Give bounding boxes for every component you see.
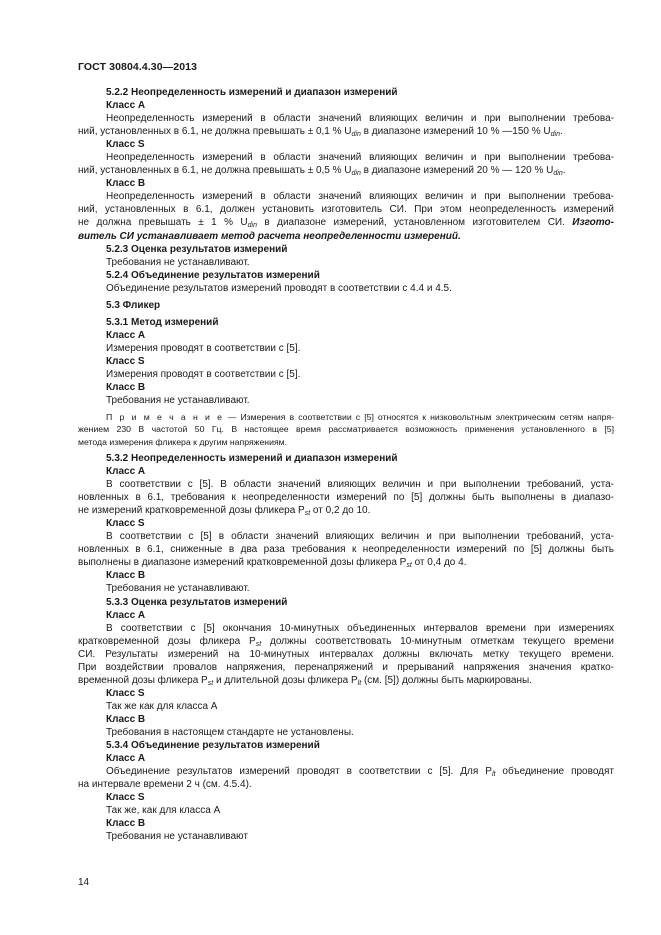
class-b-label: Класс В — [106, 382, 146, 394]
paragraph-line: на интервале времени 2 ч (см. 4.5.4). — [78, 779, 252, 791]
paragraph-line: витель СИ устанавливает метод расчета неопределенности измерений. — [78, 230, 461, 242]
paragraph: Требования не устанавливают — [106, 831, 248, 843]
paragraph-line: не измерений кратковременной дозы фликера $P_{st}$ от 0,2 до 10. — [78, 505, 371, 518]
section-heading-5-3-1: 5.3.1 Метод измерений — [106, 316, 219, 328]
section-heading-5-3-3: 5.3.3 Оценка результатов измерений — [106, 596, 288, 608]
paragraph: Требования в настоящем стандарте не установлены. — [106, 727, 354, 738]
paragraph-line: СИ. Результаты измерений на 10-минутных интервалах должны включать метку текущего времени. — [78, 648, 614, 660]
paragraph-line: ний, установленных в 6.1, не должна превышать ± 0,1 % $U_{din}$ в диапазоне измерений 10 % —150 % $U_{din}$. — [78, 126, 563, 139]
paragraph-line: Неопределенность измерений в области значений влияющих величин и при выполнении требова- — [106, 152, 614, 164]
section-heading-5-2-2: 5.2.2 Неопределенность измерений и диапазон измерений — [106, 87, 398, 98]
paragraph: Так же, как для класса А — [106, 805, 221, 817]
paragraph: Объединение результатов измерений проводят в соответствии с 4.4 и 4.5. — [106, 282, 452, 294]
section-heading-5-2-4: 5.2.4 Объединение результатов измерений — [106, 269, 320, 281]
class-s-label: Класс S — [106, 792, 145, 804]
paragraph-line: ний, установленных в 6.1, не должна превышать ± 0,5 % $U_{din}$ в диапазоне измерений 20 % — 120 % $U_{din}$. — [78, 165, 566, 178]
note-label: П р и м е ч а н и е — [106, 412, 224, 423]
paragraph-line: В соответствии с [5] в области значений влияющих величин и при выполнении требований, уста- — [106, 531, 614, 543]
page-number: 14 — [78, 877, 90, 888]
paragraph-line: Неопределенность измерений в области значений влияющих величин и при выполнении требова- — [106, 113, 614, 125]
paragraph-line: выполнены в диапазоне измерений кратковременной дозы фликера $P_{st}$ от 0,4 до 4. — [78, 557, 467, 570]
class-b-label: Класс В — [106, 570, 146, 582]
class-a-label: Класс А — [106, 329, 146, 341]
paragraph-line: кратковременной дозы фликера $P_{st}$ должны соответствовать 10-минутным отметкам текущего времени — [78, 635, 614, 648]
class-a-label: Класс А — [106, 100, 146, 112]
document-body — [78, 86, 614, 843]
section-heading-5-2-3: 5.2.3 Оценка результатов измерений — [106, 243, 288, 255]
paragraph-line: временной дозы фликера $P_{st}$ и длительной дозы фликера $P_{lt}$ (см. [5]) должны быть маркированы. — [78, 674, 532, 687]
note-line: П р и м е ч а н и е — Измерения в соответствии с [5] относятся к низковольтным электрическим сетям напря- — [106, 412, 614, 423]
class-s-label: Класс S — [106, 518, 145, 530]
paragraph: Измерения проводят в соответствии с [5]. — [106, 342, 301, 354]
paragraph-line: новленных в 6.1, сниженные в два раза требования к неопределенности измерений по [5] должны быть — [78, 544, 614, 556]
paragraph-line: не должна превышать ± 1 % $U_{din}$ в диапазоне измерений, установленном изготовителем СИ. Изгото- — [78, 217, 614, 230]
paragraph-line: Объединение результатов измерений проводят в соответствии с [5]. Для $P_{lt}$ объединение проводят — [106, 766, 614, 779]
document-header: ГОСТ 30804.4.30—2013 — [78, 61, 198, 73]
section-heading-5-3-2: 5.3.2 Неопределенность измерений и диапазон измерений — [106, 453, 398, 465]
paragraph-line: В соответствии с [5] окончания 10-минутных объединенных интервалов времени при измерениях — [106, 622, 614, 634]
paragraph: Измерения проводят в соответствии с [5]. — [106, 368, 301, 380]
paragraph: Требования не устанавливают. — [106, 395, 250, 407]
note-block — [78, 411, 614, 448]
paragraph-line: ний, установленных в 6.1, должен установить изготовитель СИ. При этом неопределенность измерений — [78, 204, 614, 216]
paragraph-line: В соответствии с [5]. В области значений влияющих величин и при выполнении требований, уста- — [106, 479, 614, 491]
class-b-label: Класс В — [106, 713, 146, 725]
section-heading-5-3-4: 5.3.4 Объединение результатов измерений — [106, 740, 320, 752]
note-line: метода измерения фликера к другим напряжениям. — [78, 436, 288, 447]
class-a-label: Класс А — [106, 466, 146, 478]
class-b-label: Класс В — [106, 178, 146, 190]
paragraph-line: Неопределенность измерений в области значений влияющих величин и при выполнении требова- — [106, 191, 614, 203]
class-b-label: Класс В — [106, 818, 146, 830]
paragraph: Требования не устанавливают. — [106, 256, 250, 268]
class-a-label: Класс А — [106, 609, 146, 621]
class-s-label: Класс S — [106, 687, 145, 699]
class-s-label: Класс S — [106, 139, 145, 151]
note-line: жением 230 В частотой 50 Гц. В настоящее время рассматривается возможность применения установленного в [5] — [78, 424, 614, 435]
paragraph-line: новленных в 6.1, требования к неопределенности измерений по [5] должны быть выполнены в диапазо- — [78, 492, 614, 504]
paragraph: Требования не устанавливают. — [106, 583, 250, 595]
class-s-label: Класс S — [106, 355, 145, 367]
section-heading-5-3: 5.3 Фликер — [106, 299, 161, 311]
paragraph-line: При воздействии провалов напряжения, перенапряжений и прерываний напряжения значения кратко- — [78, 661, 614, 673]
class-a-label: Класс А — [106, 753, 146, 765]
paragraph: Так же как для класса А — [106, 700, 218, 712]
